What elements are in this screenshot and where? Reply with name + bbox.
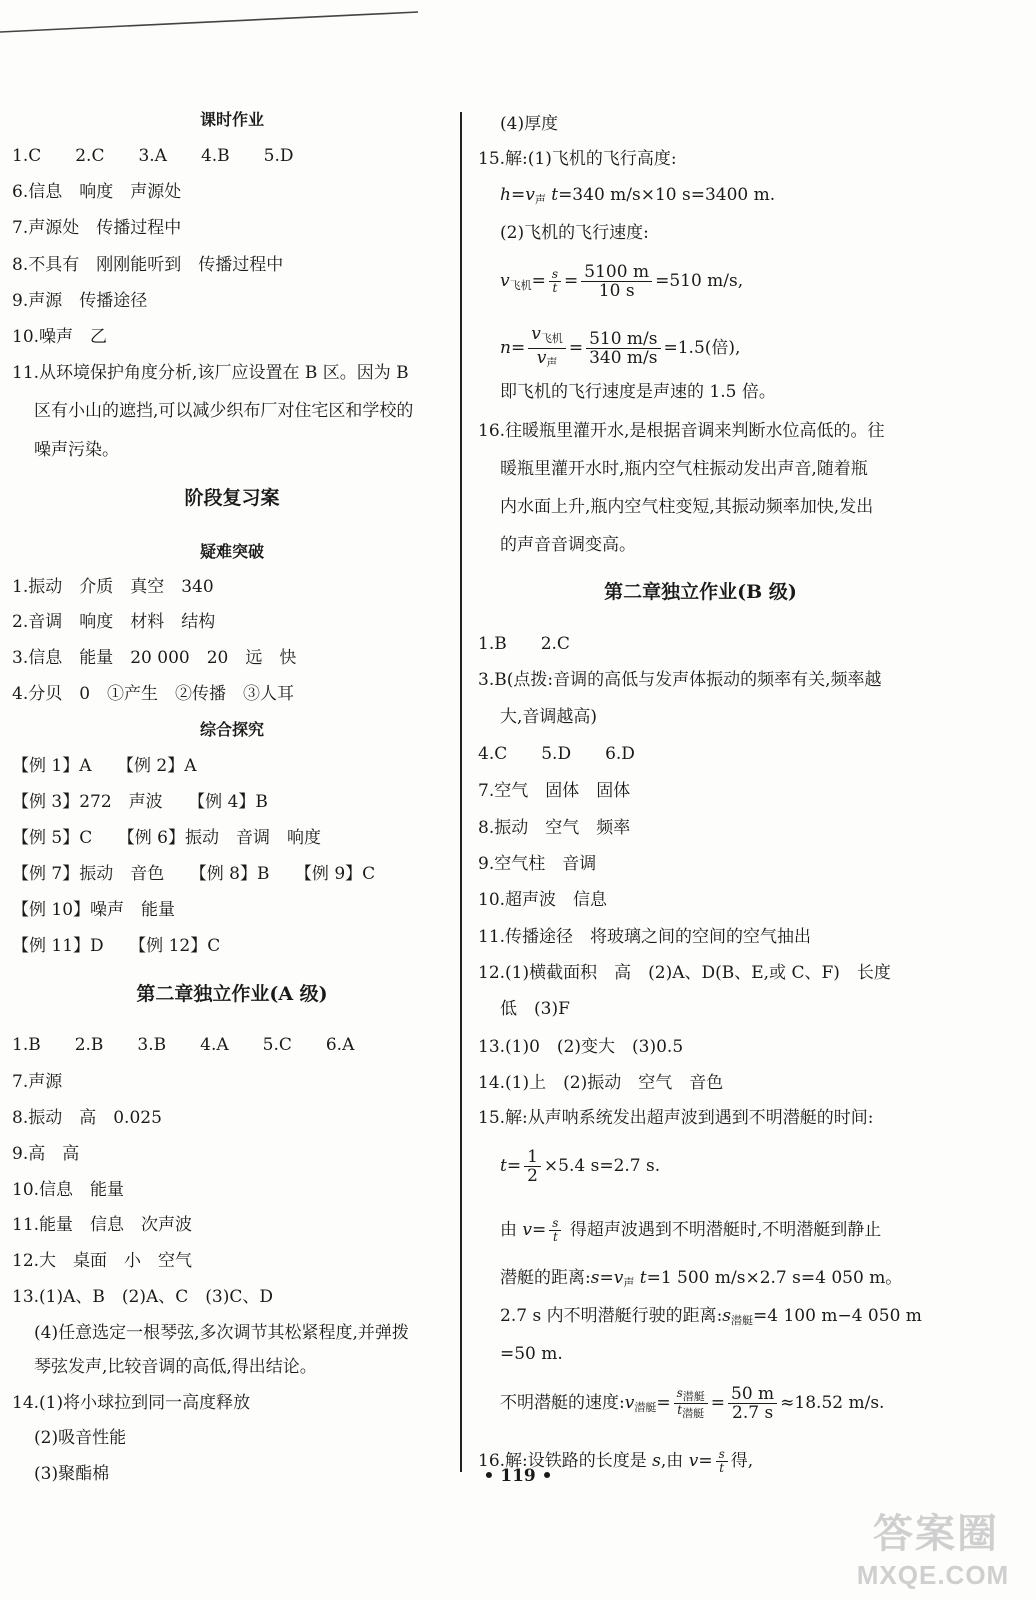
answer-line: 7.空气 固体 固体 xyxy=(478,781,631,801)
answer-line: (3)聚酯棉 xyxy=(34,1464,110,1484)
answer-line: (4)厚度 xyxy=(500,114,559,134)
fraction: $\frac{s}{t}$ xyxy=(549,1217,561,1244)
example-line: 【例 5】C 【例 6】振动 音调 响度 xyxy=(12,828,321,848)
answer-line: 8.振动 高 0.025 xyxy=(12,1108,162,1128)
answer-line: 低 (3)F xyxy=(500,999,570,1019)
example-line: 【例 7】振动 音色 【例 8】B 【例 9】C xyxy=(12,864,376,884)
answer-line: 7.声源 xyxy=(12,1072,63,1092)
answer-line: 4.分贝 0 ①产生 ②传播 ③人耳 xyxy=(12,684,295,704)
answer-line: 1.B 2.C xyxy=(478,634,570,654)
example-line: 【例 11】D 【例 12】C xyxy=(12,936,221,956)
fraction: $\frac{s}{t}$ xyxy=(716,1448,728,1475)
answer-line: 3.信息 能量 20 000 20 远 快 xyxy=(12,648,297,668)
formula-line: t= $\frac{1}{2}$ ×5.4 s=2.7 s. xyxy=(500,1147,661,1186)
answer-line: 噪声污染。 xyxy=(34,440,119,460)
answer-line: 11.传播途径 将玻璃之间的空间的空气抽出 xyxy=(478,927,812,947)
answer-line: 7.声源处 传播过程中 xyxy=(12,218,182,238)
subsection-title: 疑难突破 xyxy=(199,542,264,561)
answer-line: 11.从环境保护角度分析,该厂应设置在 B 区。因为 B xyxy=(12,363,409,383)
answer-line: 内水面上升,瓶内空气柱变短,其振动频率加快,发出 xyxy=(500,497,874,517)
answer-line: 14.(1)将小球拉到同一高度释放 xyxy=(12,1393,251,1413)
answer-line: 10.信息 能量 xyxy=(12,1180,125,1200)
fraction: $\frac{5100 m}{10 s}$ xyxy=(581,263,652,300)
answer-line: 3.B(点拨:音调的高低与发声体振动的频率有关,频率越 xyxy=(478,670,882,690)
answer-line: 12.大 桌面 小 空气 xyxy=(12,1251,193,1271)
formula-line: 16.解:设铁路的长度是 s,由 v= $\frac{s}{t}$ 得, xyxy=(478,1447,754,1475)
answer-line: 13.(1)0 (2)变大 (3)0.5 xyxy=(478,1037,684,1057)
answer-line: 8.振动 空气 频率 xyxy=(478,818,631,838)
fraction: $\frac{1}{2}$ xyxy=(524,1148,541,1185)
answer-line: 8.不具有 刚刚能听到 传播过程中 xyxy=(12,255,284,275)
formula-line: n= $\frac{v_{飞机}}{v_声}$ = $\frac{510 m/s}{340 m/s}$ =1.5(倍), xyxy=(500,325,740,372)
formula-line: 不明潜艇的速度$:v_{潜艇}=$ $\frac{\text{s潜艇}}{\text{t潜艇}}$ = $\frac{50 m}{2.7 s}$ ≈18.52 m/s. xyxy=(500,1384,885,1423)
answer-line: 4.C 5.D 6.D xyxy=(478,744,635,764)
answer-line: 琴弦发声,比较音调的高低,得出结论。 xyxy=(34,1357,317,1377)
watermark-logo xyxy=(838,1502,1028,1594)
subsection-title: 综合探究 xyxy=(199,720,264,739)
answer-line: (2)飞机的飞行速度: xyxy=(500,223,649,243)
answer-line: 即飞机的飞行速度是声速的 1.5 倍。 xyxy=(500,382,776,402)
answer-line: 9.声源 传播途径 xyxy=(12,291,148,311)
formula-line: 2.7 s 内不明潜艇行驶的距离$:s_{潜艇}=4$ 100 m−4 050 m xyxy=(500,1306,922,1327)
top-rule-line xyxy=(0,10,420,34)
answer-line: 6.信息 响度 声源处 xyxy=(12,182,182,202)
answer-line: 14.(1)上 (2)振动 空气 音色 xyxy=(478,1073,724,1093)
fraction: $\frac{50 m}{2.7 s}$ xyxy=(728,1385,777,1422)
formula-line: $v_{飞机}=$ $\frac{s}{t}$ = $\frac{5100 m}{10 s}$ =510 m/s, xyxy=(500,262,744,301)
answer-line: 12.(1)横截面积 高 (2)A、D(B、E,或 C、F) 长度 xyxy=(478,963,891,983)
example-line: 【例 3】272 声波 【例 4】B xyxy=(12,792,268,812)
answer-line: 1.B 2.B 3.B 4.A 5.C 6.A xyxy=(12,1035,355,1055)
answer-line: =50 m. xyxy=(500,1344,563,1364)
answer-line: 9.高 高 xyxy=(12,1144,80,1164)
answer-line: 13.(1)A、B (2)A、C (3)C、D xyxy=(12,1287,273,1307)
formula-line: 潜艇的距离$:s=v_声$ t=1 500 m/s×2.7 s=4 050 m。 xyxy=(500,1268,903,1289)
answer-line: 10.噪声 乙 xyxy=(12,327,108,347)
section-title: 课时作业 xyxy=(199,110,264,129)
answer-line: 大,音调越高) xyxy=(500,707,598,727)
answer-line: 1.振动 介质 真空 340 xyxy=(12,577,214,597)
example-line: 【例 10】噪声 能量 xyxy=(12,900,176,920)
answer-line: 1.C 2.C 3.A 4.B 5.D xyxy=(12,146,294,166)
answer-line: 区有小山的遮挡,可以减少织布厂对住宅区和学校的 xyxy=(34,401,414,421)
fraction: $\frac{s}{t}$ xyxy=(549,268,561,295)
fraction: $\frac{\text{s潜艇}}{\text{t潜艇}}$ xyxy=(674,1387,708,1420)
example-line: 【例 1】A 【例 2】A xyxy=(12,756,197,776)
section-title: 阶段复习案 xyxy=(184,487,280,509)
page-number: • 119 • xyxy=(483,1466,553,1486)
fraction: $\frac{v_{飞机}}{v_声}$ xyxy=(528,325,566,372)
watermark-text: 答案圈 xyxy=(873,1510,999,1557)
answer-line: 15.解:从声呐系统发出超声波到遇到不明潜艇的时间: xyxy=(478,1108,874,1128)
formula-line: $h=v_声$ t=340 m/s×10 s=3400 m. xyxy=(500,185,776,206)
answer-line: (4)任意选定一根琴弦,多次调节其松紧程度,并弹拨 xyxy=(34,1323,409,1343)
answer-line: 暖瓶里灌开水时,瓶内空气柱振动发出声音,随着瓶 xyxy=(500,459,868,479)
answer-line: 9.空气柱 音调 xyxy=(478,854,597,874)
fraction: $\frac{510 m/s}{340 m/s}$ xyxy=(586,330,660,367)
formula-line: 由 v= $\frac{s}{t}$ 得超声波遇到不明潜艇时,不明潜艇到静止 xyxy=(500,1216,882,1244)
section-title: 第二章独立作业(B 级) xyxy=(604,581,797,603)
answer-line: 的声音音调变高。 xyxy=(500,535,636,555)
section-title: 第二章独立作业(A 级) xyxy=(136,983,328,1005)
answer-line: 16.往暖瓶里灌开水,是根据音调来判断水位高低的。往 xyxy=(478,421,885,441)
answer-line: 11.能量 信息 次声波 xyxy=(12,1215,193,1235)
watermark-url: MXQE.COM xyxy=(856,1560,1010,1590)
answer-line: 2.音调 响度 材料 结构 xyxy=(12,612,216,632)
column-divider xyxy=(460,112,462,1472)
answer-line: (2)吸音性能 xyxy=(34,1428,127,1448)
answer-line: 15.解:(1)飞机的飞行高度: xyxy=(478,149,677,169)
answer-line: 10.超声波 信息 xyxy=(478,890,608,910)
